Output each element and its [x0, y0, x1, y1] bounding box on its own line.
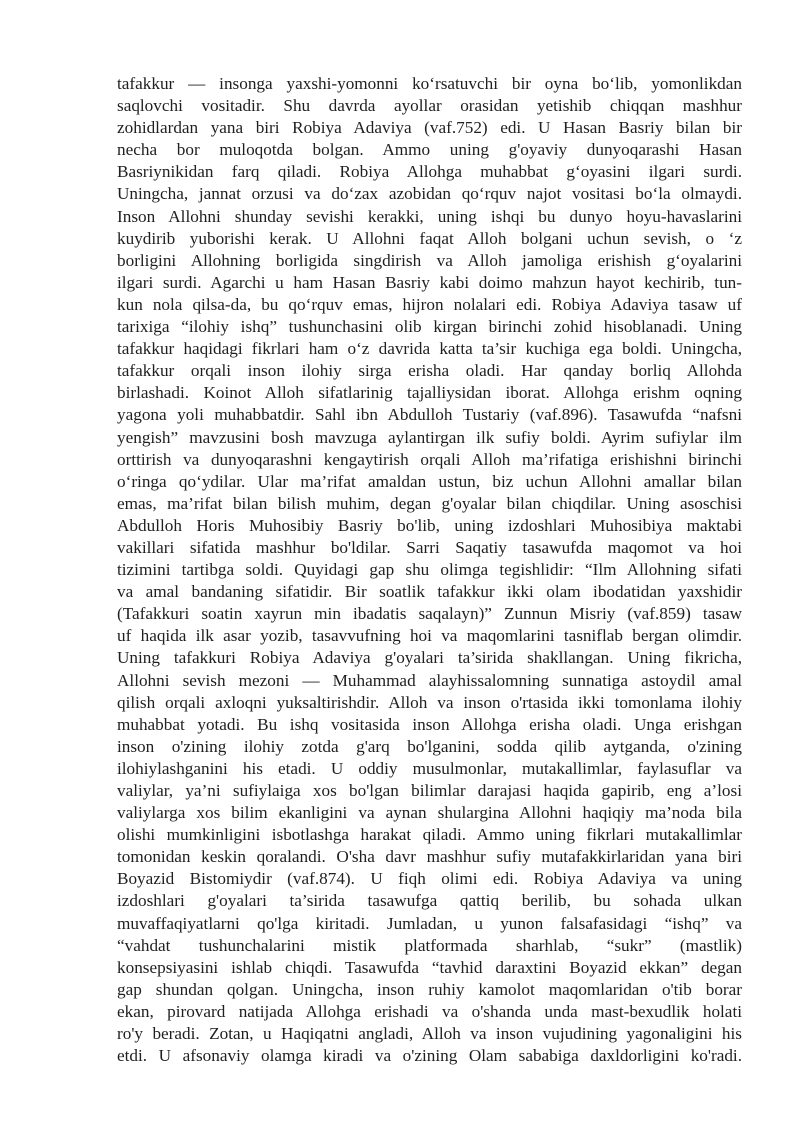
text-line: tafakkur haqidagi fikrlari ham o‘z davrida katta ta’sir kuchiga ega boldi. Uningcha,	[117, 339, 742, 359]
text-line: Basriynikidan farq qiladi. Robiya Allohga muhabbat g‘oyasini ilgari surdi.	[117, 162, 742, 182]
text-line: va amal bandaning sifatidir. Bir soatlik tafakkur ikki olam ibodatidan yaxshidir	[117, 582, 742, 602]
text-line: muvaffaqiyatlarni qo'lga kiritadi. Jumladan, u yunon falsafasidagi “ishq” va	[117, 913, 742, 933]
text-line: ekan, pirovard natijada Allohga erishadi va o'shanda unda mast-bexudlik holati	[117, 1001, 742, 1021]
text-line: necha bor muloqotda bolgan. Ammo uning g'oyaviy dunyoqarashi Hasan	[117, 140, 742, 160]
text-line: tafakkur — insonga yaxshi-yomonni ko‘rsatuvchi bir oyna bo‘lib, yomonlikdan	[117, 74, 742, 93]
text-line: muhabbat yotadi. Bu ishq vositasida inson Allohga erisha oladi. Unga erishgan	[117, 714, 742, 734]
text-line: ro'y beradi. Zotan, u Haqiqatni angladi, Alloh va inson vujudining yagonaligini his	[117, 1024, 742, 1044]
text-line: valiylarga xos bilim ekanligini va aynan shulargina Allohni haqiqiy ma’noda bila	[117, 803, 742, 823]
text-line: (Tafakkuri soatin xayrun min ibadatis saqalayn)” Zunnun Misriy (vaf.859) tasaw	[117, 604, 742, 624]
text-line: inson o'zining ilohiy zotda g'arq bo'lganini, sodda qilib aytganda, o'zining	[117, 736, 742, 756]
text-line: qilish orqali axloqni yuksaltirishdir. Alloh va inson o'rtasida ikki tomonlama ilohiy	[117, 692, 742, 712]
text-line: tarixiga “ilohiy ishq” tushunchasini olib kirgan birinchi zohid hisoblanadi. Uning	[117, 317, 742, 337]
text-line: Boyazid Bistomiydir (vaf.874). U fiqh olimi edi. Robiya Adaviya va uning	[117, 869, 742, 889]
text-line: etdi. U afsonaviy olamga kiradi va o'zining Olam sababiga daxldorligini ko'radi.	[117, 1046, 742, 1066]
text-line: kuydirib yuborishi kerak. U Allohni faqat Alloh bolgani uchun sevish, o ‘z	[117, 228, 742, 248]
text-line: ilohiylashganini his etadi. U oddiy musulmonlar, mutakallimlar, faylasuflar va	[117, 758, 742, 778]
text-line: Inson Allohni shunday sevishi kerakki, uning ishqi bu dunyo hoyu-havaslarini	[117, 206, 742, 226]
text-line: orttirish va dunyoqarashni kengaytirish orqali Alloh ma’rifatiga erishishni birinchi	[117, 449, 742, 469]
text-line: “vahdat tushunchalarini mistik platformada sharhlab, “sukr” (mastlik)	[117, 935, 742, 955]
text-line: Allohni sevish mezoni — Muhammad alayhissalomning sunnatiga astoydil amal	[117, 670, 742, 690]
text-line: izdoshlari g'oyalari ta’sirida tasawufga qattiq berilib, bu sohada ulkan	[117, 891, 742, 911]
text-line: kun nola qilsa-da, bu qo‘rquv emas, hijron nolalari edi. Robiya Adaviya tasaw uf	[117, 294, 742, 314]
text-line: zohidlardan yana biri Robiya Adaviya (vaf.752) edi. U Hasan Basriy bilan bir	[117, 118, 742, 138]
document-page	[117, 73, 742, 1067]
text-line: ilgari surdi. Agarchi u ham Hasan Basriy kabi doimo mahzun hayot kechirib, tun-	[117, 272, 742, 292]
text-line: birlashadi. Koinot Alloh sifatlarinig tajalliysidan iborat. Allohga erishm oqning	[117, 383, 742, 403]
text-line: borligini Allohning borligida singdirish va Alloh jamoliga erishish g‘oyalarini	[117, 250, 742, 270]
text-line: tomonidan keskin qoralandi. O'sha davr mashhur sufiy mutafakkirlaridan yana biri	[117, 847, 742, 867]
text-line: saqlovchi vositadir. Shu davrda ayollar orasidan yetishib chiqqan mashhur	[117, 96, 742, 116]
text-line: uf haqida ilk asar yozib, tasavvufning hoi va maqomlarini tasniflab bergan olimdir.	[117, 626, 742, 646]
text-line: Uning tafakkuri Robiya Adaviya g'oyalari ta’sirida shakllangan. Uning fikricha,	[117, 648, 742, 668]
text-line: yagona yoli muhabbatdir. Sahl ibn Abdulloh Tustariy (vaf.896). Tasawufda “nafsni	[117, 405, 742, 425]
text-line: tizimini tartibga soldi. Quyidagi gap shu olimga tegishlidir: “Ilm Allohning sifati	[117, 560, 742, 580]
text-line: vakillari sifatida mashhur bo'ldilar. Sarri Saqatiy tasawufda maqomot va hoi	[117, 537, 742, 557]
text-line: valiylar, ya’ni sufiylaiga xos bo'lgan bilimlar darajasi haqida gapirib, eng a’losi	[117, 781, 742, 800]
text-line: Uningcha, jannat orzusi va do‘zax azobidan qo‘rquv najot vositasi bo‘la olmaydi.	[117, 184, 742, 204]
text-line: olishi mumkinligini isbotlashga harakat qiladi. Ammo uning fikrlari mutakallimlar	[117, 825, 742, 845]
text-line: konsepsiyasini ishlab chiqdi. Tasawufda “tavhid daraxtini Boyazid ekkan” degan	[117, 957, 742, 977]
text-line: Abdulloh Horis Muhosibiy Basriy bo'lib, uning izdoshlari Muhosibiya maktabi	[117, 515, 742, 535]
text-line: o‘ringa qo‘ydilar. Ular ma’rifat amaldan ustun, biz uchun Allohni amallar bilan	[117, 471, 742, 491]
text-line: tafakkur orqali inson ilohiy sirga erisha oladi. Har qanday borliq Allohda	[117, 361, 742, 381]
text-line: emas, ma’rifat bilan bilish muhim, degan g'oyalar bilan chiqdilar. Uning asoschisi	[117, 493, 742, 513]
text-line: gap shundan qolgan. Uningcha, inson ruhiy kamolot maqomlaridan o'tib borar	[117, 979, 742, 999]
text-line: yengish” mavzusini bosh mavzuga aylantirgan ilk sufiy boldi. Ayrim sufiylar ilm	[117, 427, 742, 447]
